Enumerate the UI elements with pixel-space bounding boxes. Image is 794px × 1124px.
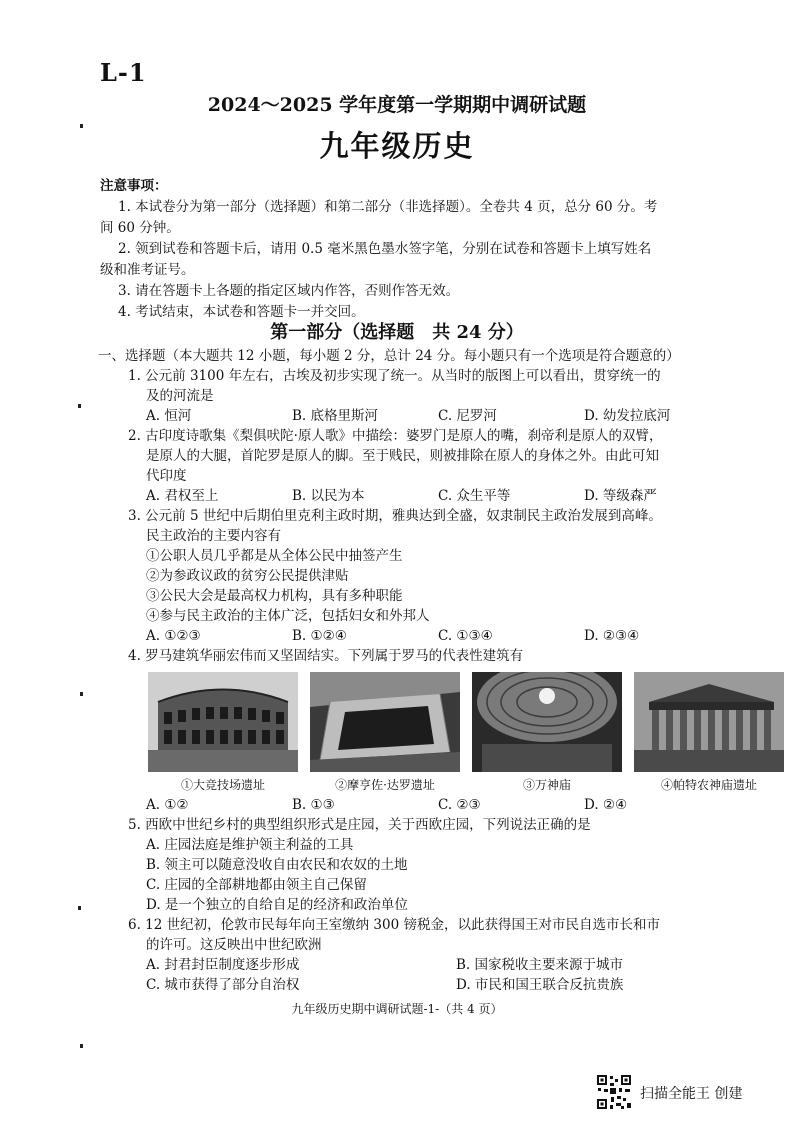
option-d: D. 幼发拉底河: [584, 408, 671, 424]
question-4-images: [98, 672, 790, 795]
question-2-text-cont: 是原人的大腿，首陀罗是原人的脚。至于贱民，则被排除在原人的身体之外。由此可知: [146, 448, 659, 464]
question-3-item: ③公民大会是最高权力机构，具有多种职能: [146, 588, 403, 604]
option-c: C. 众生平等: [438, 488, 511, 504]
caption-colosseum: ①大竞技场遗址: [180, 778, 265, 792]
option-d: D. 市民和国王联合反抗贵族: [456, 977, 624, 993]
notice-block: [100, 176, 790, 323]
question-3-text: 3. 公元前 5 世纪中后期伯里克利主政时期，雅典达到全盛，奴隶制民主政治发展到高峰。: [128, 508, 662, 524]
option-c: C. 尼罗河: [438, 408, 497, 424]
option-a: A. ①②: [146, 797, 189, 813]
section-title: 第一部分（选择题 共 24 分）: [270, 322, 524, 343]
page-footer: 九年级历史期中调研试题-1-（共 4 页）: [291, 1002, 503, 1016]
question-4-options: [98, 795, 790, 815]
paper-code: L-1: [100, 58, 147, 87]
question-1-text: 1. 公元前 3100 年左右，古埃及初步实现了统一。从当时的版图上可以看出，贯穿统一的: [128, 368, 661, 384]
question-5-text: 5. 西欧中世纪乡村的典型组织形式是庄园，关于西欧庄园，下列说法正确的是: [128, 817, 591, 833]
option-c: C. 庄园的全部耕地都由领主自己保留: [146, 877, 367, 893]
caption-pantheon: ③万神庙: [522, 778, 571, 792]
question-2-options: [98, 486, 790, 506]
option-d: D. 是一个独立的自给自足的经济和政治单位: [146, 897, 408, 913]
part-intro: 一、选择题（本大题共 12 小题，每小题 2 分，总计 24 分。每小题只有一个选项是符合题意的）: [98, 348, 680, 364]
notice-line: 级和准考证号。: [100, 262, 195, 278]
option-c: C. ②③: [438, 797, 481, 813]
option-d: D. 等级森严: [584, 488, 657, 504]
mohenjo-daro-photo: [310, 672, 460, 795]
question-6-text: 6. 12 世纪初，伦敦市民每年向王室缴纳 300 镑税金，以此获得国王对市民自选市长和市: [128, 917, 660, 933]
qr-code-icon: [596, 1074, 632, 1110]
option-a: A. 恒河: [146, 408, 192, 424]
question-2-text-cont: 代印度: [146, 468, 187, 484]
colosseum-photo: [148, 672, 298, 795]
notice-line: 2. 领到试卷和答题卡后，请用 0.5 毫米黑色墨水签字笔，分别在试卷和答题卡上填写姓名: [118, 241, 652, 257]
question-1-text-cont: 及的河流是: [146, 388, 214, 404]
notice-line: 间 60 分钟。: [100, 220, 180, 236]
question-6-text-cont: 的许可。这反映出中世纪欧洲: [146, 937, 322, 953]
option-c: C. ①③④: [438, 628, 493, 644]
option-a: A. 封君封臣制度逐步形成: [146, 957, 300, 973]
question-6-options-row1: [98, 955, 790, 975]
option-b: B. 底格里斯河: [292, 408, 379, 424]
question-3-item: ①公职人员几乎都是从全体公民中抽签产生: [146, 548, 403, 564]
notice-heading: 注意事项：: [100, 178, 168, 194]
option-a: A. ①②③: [146, 628, 201, 644]
option-b: B. 国家税收主要来源于城市: [456, 957, 624, 973]
question-1-options: [98, 406, 790, 426]
question-3-item: ②为参政议政的贫穷公民提供津贴: [146, 568, 349, 584]
scanner-watermark: 扫描全能王 创建: [640, 1086, 743, 1102]
option-d: D. ②④: [584, 797, 628, 813]
notice-line: 1. 本试卷分为第一部分（选择题）和第二部分（非选择题）。全卷共 4 页，总分 60 分。考: [118, 199, 658, 215]
option-b: B. 以民为本: [292, 488, 365, 504]
option-b: B. ①③: [292, 797, 335, 813]
option-a: A. 君权至上: [146, 488, 219, 504]
question-3-text-cont: 民主政治的主要内容有: [146, 528, 281, 544]
pantheon-photo: [472, 672, 622, 795]
question-3-options: [98, 626, 790, 646]
question-4-text: 4. 罗马建筑华丽宏伟而又坚固结实。下列属于罗马的代表性建筑有: [128, 648, 524, 664]
parthenon-photo: [634, 672, 784, 795]
caption-parthenon: ④帕特农神庙遗址: [660, 778, 757, 792]
caption-mohenjo-daro: ②摩亨佐·达罗遗址: [335, 778, 435, 792]
option-d: D. ②③④: [584, 628, 640, 644]
notice-line: 3. 请在答题卡上各题的指定区域内作答，否则作答无效。: [118, 283, 460, 299]
question-6-options-row2: [98, 975, 790, 995]
question-3-item: ④参与民主政治的主体广泛，包括妇女和外邦人: [146, 608, 430, 624]
exam-title: 2024～2025 学年度第一学期期中调研试题: [207, 94, 587, 116]
option-c: C. 城市获得了部分自治权: [146, 977, 300, 993]
questions-block: [98, 346, 790, 995]
option-b: B. ①②④: [292, 628, 347, 644]
question-2-text: 2. 古印度诗歌集《梨俱吠陀·原人歌》中描绘：婆罗门是原人的嘴，刹帝利是原人的双臂，: [128, 428, 663, 444]
notice-line: 4. 考试结束，本试卷和答题卡一并交回。: [118, 304, 365, 320]
option-a: A. 庄园法庭是维护领主利益的工具: [146, 837, 354, 853]
subject-title: 九年级历史: [319, 129, 475, 163]
option-b: B. 领主可以随意没收自由农民和农奴的土地: [146, 857, 408, 873]
